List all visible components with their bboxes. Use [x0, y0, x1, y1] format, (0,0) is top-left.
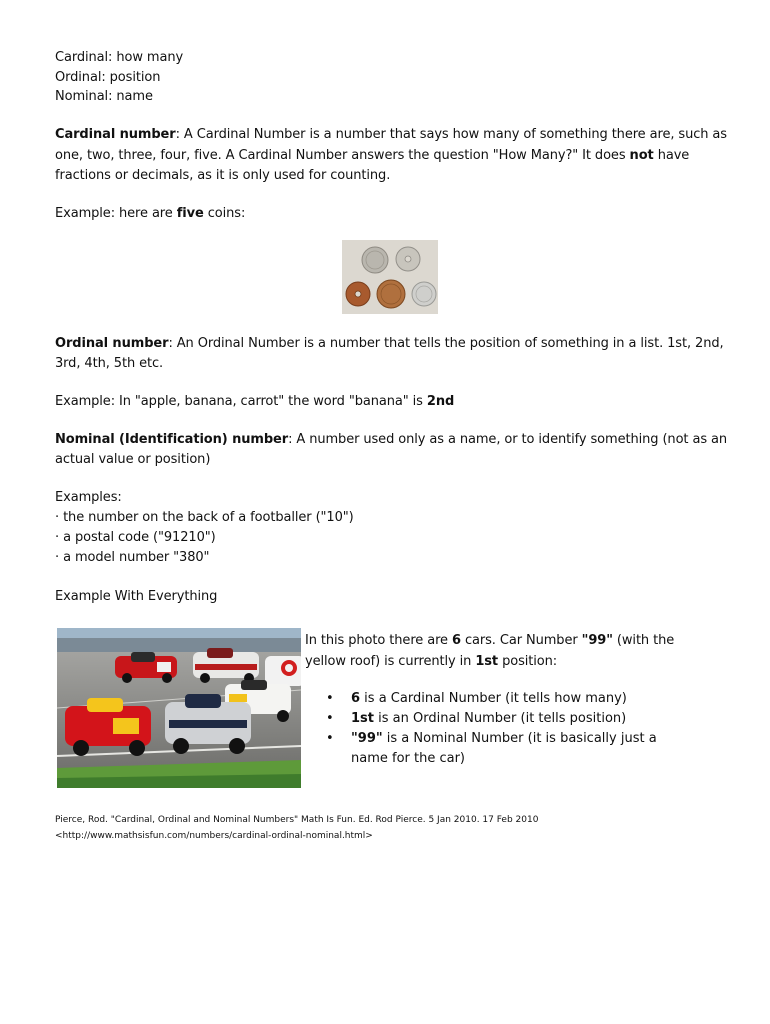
bullet-item: [326, 709, 666, 729]
bullet-item-continuation: [326, 749, 666, 769]
bullet-text: is an Ordinal Number (it tells position): [374, 711, 627, 726]
cardinal-paragraph-line3: fractions or decimals, as it is only used for counting.: [55, 168, 391, 183]
bullet-icon: •: [326, 711, 334, 726]
photo-description-line2: [305, 652, 557, 672]
car-target-back: [265, 656, 301, 686]
bullet-icon: •: [326, 731, 334, 746]
bullet-item: [326, 689, 666, 709]
ordinal-example-bold: 2nd: [426, 394, 455, 409]
photo-text: yellow roof) is currently in: [305, 654, 476, 669]
photo-text: (with the: [612, 633, 675, 648]
ordinal-term: Ordinal number: [55, 336, 169, 351]
bullet-text: is a Nominal Number (it is basically just a: [382, 731, 657, 746]
nominal-paragraph-line1: [55, 430, 727, 450]
nominal-text-1: : A number used only as a name, or to identify something (not as an: [288, 432, 728, 447]
race-cars-illustration: [57, 628, 301, 788]
cardinal-short-definition: Cardinal: how many: [55, 50, 184, 65]
ordinal-paragraph-line1: [55, 334, 724, 354]
ordinal-short-definition: Ordinal: position: [55, 70, 161, 85]
coin-1: [412, 282, 436, 306]
cardinal-example: [55, 204, 245, 224]
nominal-term: Nominal (Identification) number: [55, 432, 289, 447]
cardinal-text-2b: have: [653, 148, 690, 163]
photo-bold: "99": [581, 633, 613, 648]
cardinal-term: Cardinal number: [55, 127, 176, 142]
everything-heading: Example With Everything: [55, 589, 218, 604]
bullet-bold: "99": [351, 731, 383, 746]
cardinal-example-suffix: coins:: [203, 206, 246, 221]
car-white-back: [193, 648, 259, 683]
nominal-example-item: · the number on the back of a footballer ("10"): [55, 510, 354, 525]
bullet-icon: •: [326, 691, 334, 706]
coins-photo: [342, 240, 438, 314]
bullet-text: is a Cardinal Number (it tells how many): [360, 691, 627, 706]
cardinal-text-2a: one, two, three, four, five. A Cardinal Number answers the question "How Many?" It does: [55, 148, 630, 163]
race-cars-photo: [57, 628, 301, 788]
bullet-text: name for the car): [351, 751, 466, 766]
bullet-bold: 1st: [351, 711, 374, 726]
photo-description-line1: [305, 631, 674, 651]
cardinal-paragraph-line2: [55, 146, 689, 166]
nominal-paragraph-line2: actual value or position): [55, 452, 211, 467]
cardinal-paragraph-line1: [55, 125, 727, 145]
nominal-examples-heading: Examples:: [55, 490, 122, 505]
photo-bold: 6: [451, 633, 461, 648]
coins-illustration: [342, 240, 438, 314]
ordinal-example-prefix: Example: In "apple, banana, carrot" the word "banana" is: [55, 394, 427, 409]
cardinal-example-prefix: Example: here are: [55, 206, 177, 221]
photo-text: position:: [498, 654, 558, 669]
citation-line1: Pierce, Rod. "Cardinal, Ordinal and Nominal Numbers" Math Is Fun. Ed. Rod Pierce. 5 Jan 2010. 17 Feb 2010: [55, 815, 539, 825]
ordinal-paragraph-line2: 3rd, 4th, 5th etc.: [55, 356, 164, 371]
photo-text: cars. Car Number: [460, 633, 582, 648]
photo-text: In this photo there are: [305, 633, 452, 648]
citation-url: <http://www.mathsisfun.com/numbers/cardinal-ordinal-nominal.html>: [55, 831, 373, 841]
ordinal-example: [55, 392, 454, 412]
nominal-example-item: · a model number "380": [55, 550, 210, 565]
bullet-item: [326, 729, 666, 749]
cardinal-not-word: not: [629, 148, 654, 163]
bullet-list: [326, 689, 666, 769]
nominal-example-item: · a postal code ("91210"): [55, 530, 216, 545]
cardinal-text-1: : A Cardinal Number is a number that says how many of something there are, such as: [175, 127, 727, 142]
ordinal-text-1: : An Ordinal Number is a number that tells the position of something in a list. 1st, 2nd,: [168, 336, 724, 351]
nominal-short-definition: Nominal: name: [55, 89, 153, 104]
bullet-bold: 6: [351, 691, 361, 706]
cardinal-example-bold: five: [176, 206, 204, 221]
photo-bold: 1st: [475, 654, 499, 669]
